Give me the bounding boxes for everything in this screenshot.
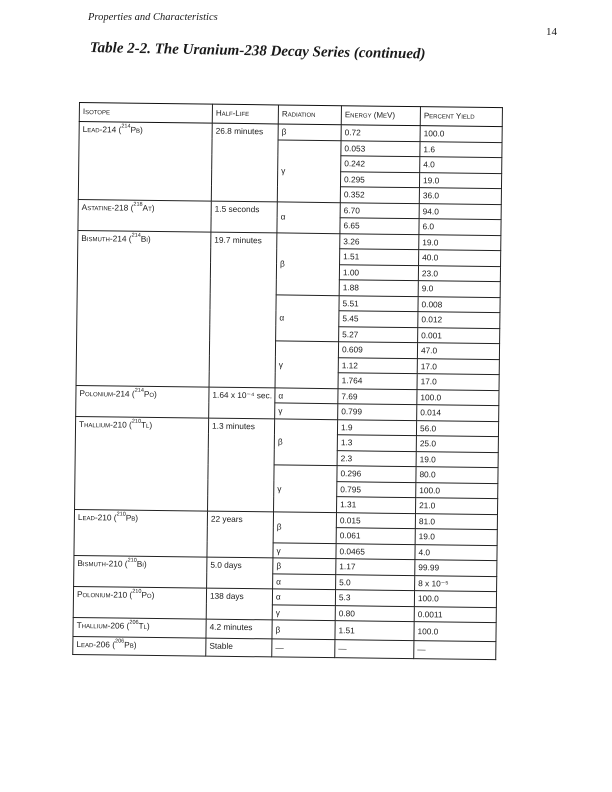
energy-cell: 0.80 (335, 605, 414, 621)
energy-cell: 0.0465 (336, 543, 415, 559)
energy-cell: 6.70 (340, 202, 419, 218)
yield-cell: 21.0 (416, 498, 498, 515)
energy-cell: 5.3 (335, 590, 414, 606)
yield-cell: 0.012 (418, 312, 500, 329)
energy-cell: — (335, 639, 414, 658)
yield-cell: 0.008 (418, 296, 500, 313)
column-header-isotope: Isotope (79, 103, 212, 124)
energy-cell: 1.12 (338, 357, 417, 373)
isotope-mass-number: 210 (127, 557, 137, 564)
decay-table-container (72, 102, 502, 660)
isotope-symbol: Bi (136, 558, 145, 569)
radiation-cell: α (272, 589, 335, 605)
yield-cell: 0.014 (417, 405, 499, 422)
yield-cell: 80.0 (416, 467, 498, 484)
energy-cell: 1.31 (337, 497, 416, 513)
isotope-mass-number: 214 (121, 123, 131, 130)
isotope-name: Thallium-210 (79, 418, 127, 430)
half-life-cell: 1.3 minutes (208, 418, 275, 512)
radiation-cell: β (274, 418, 338, 465)
yield-cell: — (414, 640, 496, 660)
energy-cell: 0.015 (336, 512, 415, 528)
isotope-name: Bismuth-214 (81, 232, 127, 244)
energy-cell: 6.65 (340, 218, 419, 234)
yield-cell: 47.0 (417, 343, 499, 360)
yield-cell: 100.0 (417, 389, 499, 406)
energy-cell: 0.609 (338, 342, 417, 358)
radiation-cell: γ (273, 542, 336, 558)
yield-cell: 100.0 (420, 126, 502, 143)
energy-cell: 1.764 (338, 373, 417, 389)
energy-cell: 1.51 (340, 249, 419, 265)
half-life-cell: 4.2 minutes (206, 619, 272, 638)
isotope-symbol: Po (141, 589, 152, 600)
half-life-cell: 138 days (206, 588, 272, 620)
yield-cell: 81.0 (415, 513, 497, 530)
isotope-cell: Bismuth-210 ($^{210}$Bi) (74, 555, 207, 588)
radiation-cell: γ (272, 604, 335, 620)
energy-cell: 1.17 (336, 559, 415, 575)
energy-cell: 5.27 (339, 326, 418, 342)
radiation-cell: β (272, 620, 335, 639)
radiation-cell: γ (275, 403, 338, 419)
half-life-cell: 1.5 seconds (211, 201, 277, 233)
column-header-radiation: Radiation (278, 105, 341, 125)
isotope-mass-number: 210 (132, 588, 142, 595)
energy-cell: 0.72 (341, 125, 420, 141)
yield-cell: 19.0 (419, 234, 501, 251)
table-body (73, 122, 502, 660)
isotope-cell: Bismuth-214 ($^{214}$Bi) (76, 230, 211, 387)
isotope-symbol: Bi (140, 233, 149, 244)
column-header-half-life: Half-Life (212, 104, 278, 124)
radiation-cell: β (273, 558, 336, 574)
energy-cell: 1.3 (337, 435, 416, 451)
yield-cell: 25.0 (416, 436, 498, 453)
yield-cell: 99.99 (415, 560, 497, 577)
energy-cell: 1.00 (339, 264, 418, 280)
yield-cell: 23.0 (418, 265, 500, 282)
isotope-name: Polonium-214 (79, 387, 130, 399)
isotope-mass-number: 214 (134, 387, 144, 394)
isotope-symbol: Tl (140, 419, 150, 430)
table-row (73, 636, 496, 660)
yield-cell: 36.0 (419, 188, 501, 205)
column-header-percent-yield: Percent Yield (420, 107, 502, 127)
half-life-cell: 5.0 days (207, 557, 273, 589)
energy-cell: 5.51 (339, 295, 418, 311)
radiation-cell: α (277, 201, 340, 233)
half-life-cell: 26.8 minutes (211, 123, 278, 201)
isotope-mass-number: 206 (129, 619, 139, 626)
energy-cell: 0.053 (341, 140, 420, 156)
radiation-cell: γ (275, 341, 339, 388)
yield-cell: 4.0 (420, 157, 502, 174)
half-life-cell: 1.64 x 10⁻⁴ sec. (209, 387, 275, 419)
yield-cell: 8 x 10⁻⁵ (415, 575, 497, 592)
energy-cell: 0.242 (341, 156, 420, 172)
yield-cell: 4.0 (415, 544, 497, 561)
yield-cell: 9.0 (418, 281, 500, 298)
isotope-name: Lead-214 (82, 124, 117, 135)
yield-cell: 19.0 (416, 451, 498, 468)
energy-cell: 5.45 (339, 311, 418, 327)
isotope-cell: Lead-210 ($^{210}$Pb) (74, 509, 208, 557)
radiation-cell: β (273, 511, 336, 543)
column-header-energy: Energy (MeV) (341, 106, 420, 126)
half-life-cell: 22 years (207, 511, 274, 558)
isotope-mass-number: 218 (133, 201, 143, 208)
yield-cell: 6.0 (419, 219, 501, 236)
isotope-cell: Lead-206 ($^{206}$Pb) (73, 636, 206, 656)
energy-cell: 5.0 (336, 574, 415, 590)
yield-cell: 0.0011 (414, 606, 496, 623)
isotope-mass-number: 206 (115, 637, 125, 645)
isotope-name: Thallium-206 (76, 620, 125, 631)
energy-cell: 7.69 (338, 388, 417, 404)
radiation-cell: α (273, 573, 336, 589)
isotope-cell: Lead-214 ($^{214}$Pb) (78, 122, 212, 201)
isotope-cell: Thallium-206 ($^{206}$Tl) (73, 617, 206, 637)
isotope-symbol: Pb (130, 124, 141, 135)
isotope-cell: Thallium-210 ($^{210}$Tl) (75, 416, 209, 511)
yield-cell: 0.001 (418, 327, 500, 344)
energy-cell: 0.352 (340, 187, 419, 203)
energy-cell: 0.799 (338, 404, 417, 420)
isotope-name: Astatine-218 (81, 201, 129, 213)
yield-cell: 100.0 (414, 622, 496, 642)
isotope-symbol: Pb (124, 639, 134, 650)
isotope-cell: Polonium-214 ($^{214}$Po) (76, 385, 209, 418)
energy-cell: 0.061 (336, 528, 415, 544)
yield-cell: 40.0 (419, 250, 501, 267)
yield-cell: 17.0 (417, 358, 499, 375)
yield-cell: 19.0 (415, 529, 497, 546)
isotope-mass-number: 210 (116, 510, 126, 518)
radiation-cell: β (276, 232, 340, 295)
energy-cell: 1.9 (337, 419, 416, 435)
isotope-symbol: Tl (138, 620, 148, 631)
energy-cell: 1.88 (339, 280, 418, 296)
radiation-cell: — (272, 638, 335, 657)
energy-cell: 2.3 (337, 450, 416, 466)
energy-cell: 0.295 (340, 171, 419, 187)
yield-cell: 19.0 (419, 172, 501, 189)
decay-series-table (72, 102, 503, 660)
running-head: Properties and Characteristics (88, 12, 218, 23)
isotope-name: Lead-210 (77, 511, 112, 522)
radiation-cell: γ (277, 139, 341, 202)
radiation-cell: β (278, 124, 341, 140)
radiation-cell: γ (274, 465, 338, 512)
yield-cell: 100.0 (414, 591, 496, 608)
isotope-symbol: Pb (125, 512, 136, 523)
isotope-name: Polonium-210 (76, 589, 128, 600)
radiation-cell: α (275, 387, 338, 403)
energy-cell: 1.51 (335, 621, 414, 640)
isotope-cell: Polonium-210 ($^{210}$Po) (73, 586, 206, 619)
isotope-name: Bismuth-210 (77, 558, 123, 569)
yield-cell: 100.0 (416, 482, 498, 499)
isotope-cell: Astatine-218 ($^{218}$At) (78, 199, 211, 232)
isotope-symbol: Po (143, 388, 155, 399)
page-number: 14 (546, 26, 557, 38)
yield-cell: 1.6 (420, 141, 502, 158)
energy-cell: 3.26 (340, 233, 419, 249)
isotope-name: Lead-206 (76, 638, 111, 649)
table-title: Table 2-2. The Uranium-238 Decay Series (continued) (89, 40, 426, 63)
half-life-cell: 19.7 minutes (209, 232, 277, 388)
yield-cell: 94.0 (419, 203, 501, 220)
isotope-symbol: At (142, 202, 152, 213)
yield-cell: 17.0 (417, 374, 499, 391)
isotope-mass-number: 210 (131, 418, 142, 425)
yield-cell: 56.0 (416, 420, 498, 437)
radiation-cell: α (276, 294, 340, 341)
half-life-cell: Stable (206, 638, 272, 657)
isotope-mass-number: 214 (131, 232, 141, 239)
energy-cell: 0.296 (337, 466, 416, 482)
energy-cell: 0.795 (337, 481, 416, 497)
